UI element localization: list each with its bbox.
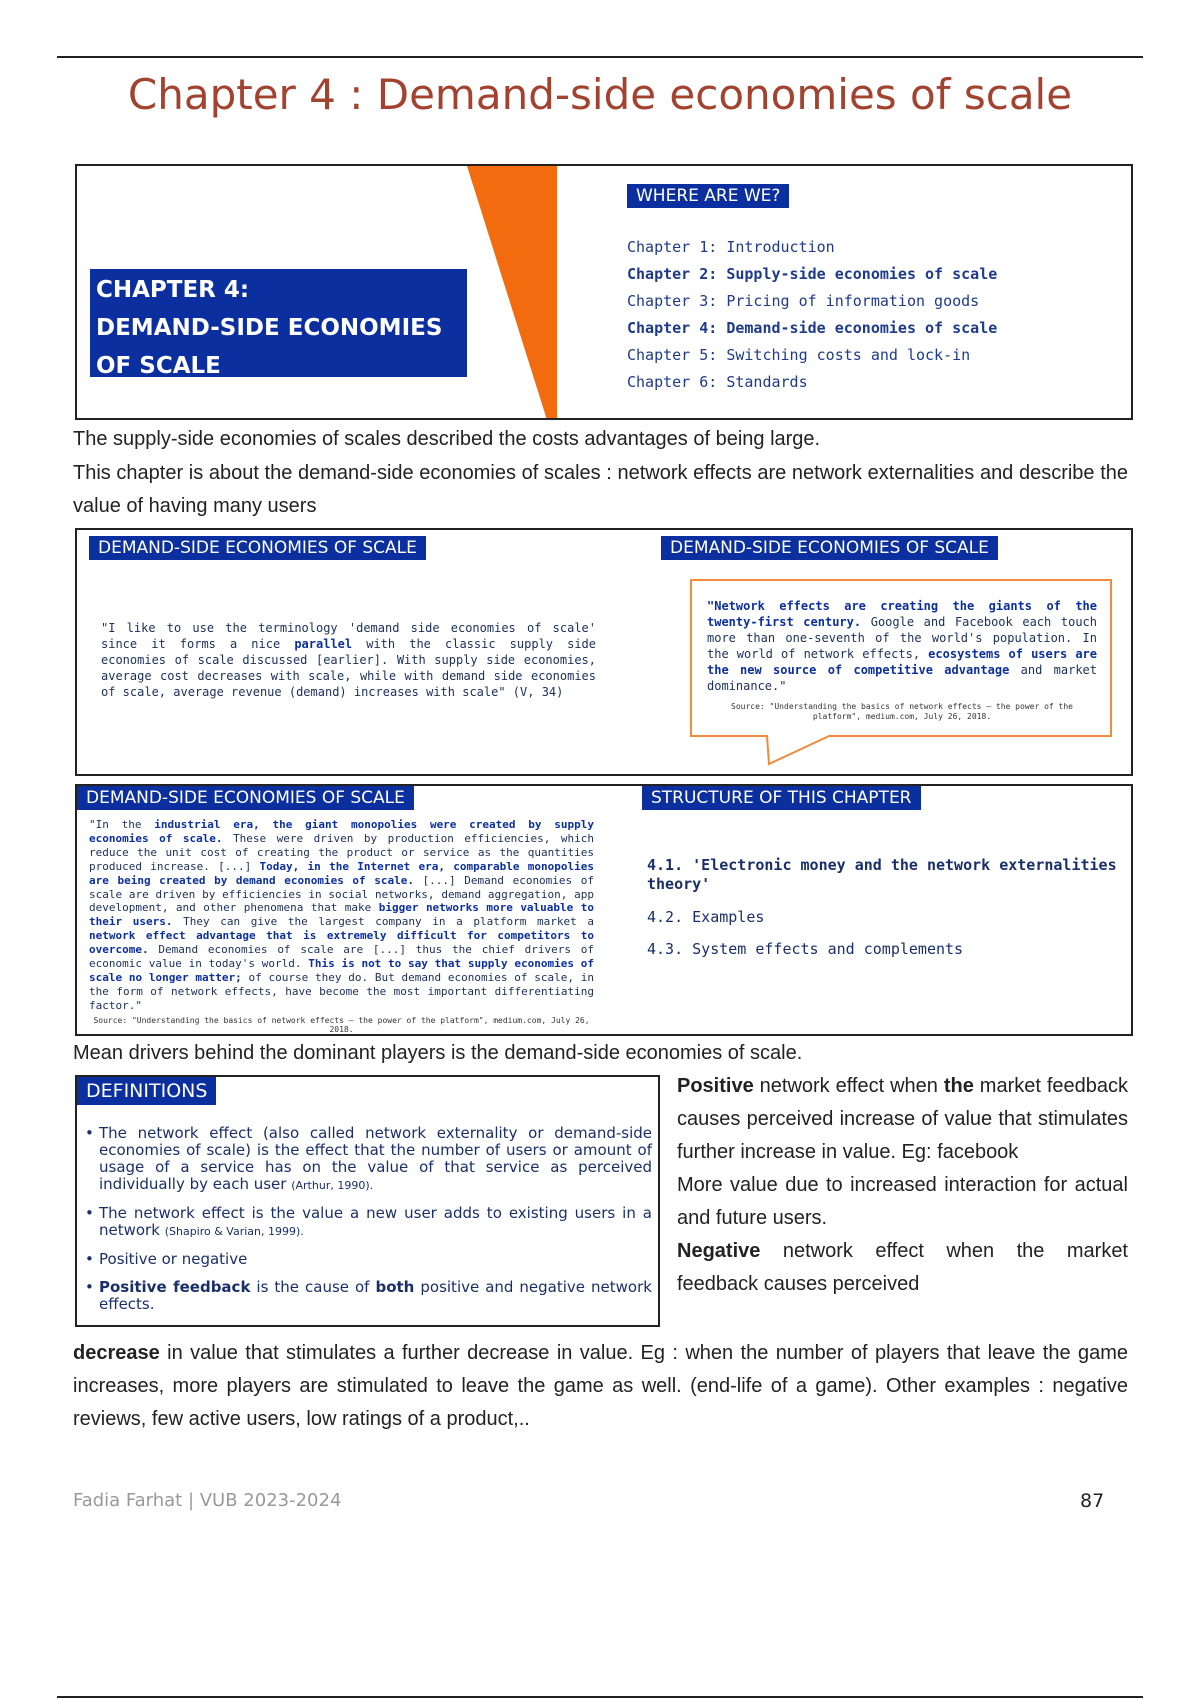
chapter-list-item-1: Chapter 1: Introduction bbox=[627, 238, 835, 256]
chapter-list-item-2: Chapter 2: Supply-side economies of scale bbox=[627, 265, 998, 283]
right-quote-source: Source: "Understanding the basics of network effects – the power of the platform", medium.com, July 26, 2018. bbox=[731, 702, 1073, 721]
structure-item-1: 4.1. 'Electronic money and the network externalities theory' bbox=[647, 856, 1117, 893]
page-number: 87 bbox=[1080, 1490, 1105, 1512]
intro-line-1: The supply-side economies of scales described the costs advantages of being large. bbox=[73, 428, 821, 450]
definitions-list bbox=[85, 1125, 652, 1324]
chapter-list-item-3: Chapter 3: Pricing of information goods bbox=[627, 292, 980, 310]
chapter-list bbox=[627, 234, 997, 396]
right-quote: "Network effects are creating the giants of the twenty-first century. Google and Facebook each touch more than one-seventh of the world's population. In the world of network effects, ecosystems of users are the new source of competitive advantage and market dominance." Source: "Understanding the basics of network effects – the power of the platform", medium.com, July 26, 2018. bbox=[707, 599, 1097, 721]
chapter-box-line-3: OF SCALE bbox=[96, 353, 221, 379]
chapter-box bbox=[90, 269, 467, 377]
demand-tag: DEMAND-SIDE ECONOMIES OF SCALE bbox=[77, 786, 414, 810]
definition-1: • The network effect (also called network externality or demand-side economies of scale) is the effect that the number of users or amount of usage of a service has on the value of that service as perceived individually by each user (Arthur, 1990). bbox=[85, 1125, 652, 1194]
page-title: Chapter 4 : Demand-side economies of scale bbox=[127, 70, 1073, 119]
slide-demand-side-quotes bbox=[75, 528, 1133, 776]
left-tag: DEMAND-SIDE ECONOMIES OF SCALE bbox=[89, 536, 426, 560]
intro-line-2: This chapter is about the demand-side economies of scales : network effects are network externalities and describe the value of having many users bbox=[73, 462, 1128, 517]
chapter-box-line-2: DEMAND-SIDE ECONOMIES bbox=[96, 315, 443, 341]
structure-list bbox=[639, 856, 1129, 958]
right-tag: DEMAND-SIDE ECONOMIES OF SCALE bbox=[661, 536, 998, 560]
chapter-list-item-5: Chapter 5: Switching costs and lock-in bbox=[627, 346, 971, 364]
slide-definitions bbox=[75, 1075, 660, 1327]
where-are-we-tag: WHERE ARE WE? bbox=[627, 184, 789, 208]
chapter-list-item-4: Chapter 4: Demand-side economies of scale bbox=[627, 319, 998, 337]
chapter-list-item-6: Chapter 6: Standards bbox=[627, 373, 808, 391]
negative-effect-paragraph: decrease in value that stimulates a further decrease in value. Eg : when the number of players that leave the game increases, more players are stimulated to leave the game as well. (end-life of a game). Other examples : negative reviews, few active users, low ratings of a product,.. bbox=[73, 1342, 1128, 1430]
footer-author: Fadia Farhat | VUB 2023-2024 bbox=[73, 1490, 342, 1511]
industrial-era-quote: "In the industrial era, the giant monopolies were created by supply economies of scale. These were driven by production efficiencies, which reduce the unit cost of creating the product or service as the quantities produced increase. [...] Today, in the Internet era, comparable monopolies are being created by demand economies of scale. [...] Demand economies of scale are driven by efficiencies in social networks, demand aggregation, app development, and other phenomena that make bigger networks more valuable to their users. They can give the largest company in a platform market a network effect advantage that is extremely difficult for competitors to overcome. Demand economies of scale are [...] thus the chief drivers of economic value in today's world. This is not to say that supply economies of scale no longer matter; of course they do. But demand economies of scale, in the form of network effects, have become the most important differentiating factor." Source: "Understanding the basics of network effects – the power of the platform", medium.com, July 26, 2018. bbox=[89, 818, 595, 1034]
mean-drivers-text: Mean drivers behind the dominant players is the demand-side economies of scale. bbox=[73, 1042, 803, 1064]
definition-3: • Positive or negative bbox=[85, 1251, 652, 1268]
bottom-rule bbox=[57, 1696, 1143, 1698]
network-effect-side-text: Positive network effect when the market feedback causes perceived increase of value that stimulates further increase in value. Eg: facebook More value due to increased interaction for actual and future users. Negative network effect when the market feedback causes perceived bbox=[677, 1075, 1129, 1295]
orange-wedge-shape bbox=[467, 166, 557, 420]
structure-item-3: 4.3. System effects and complements bbox=[647, 940, 964, 958]
structure-item-2: 4.2. Examples bbox=[647, 908, 765, 926]
top-rule bbox=[57, 56, 1143, 58]
slide-structure bbox=[75, 784, 1133, 1036]
left-quote: "I like to use the terminology 'demand side economies of scale' since it forms a nice parallel with the classic supply side economies of scale discussed [earlier]. With supply side economies, average cost decreases with scale, while with demand side economies of scale, average revenue (demand) increases with scale" (V, 34) bbox=[101, 621, 597, 699]
chapter-box-line-1: CHAPTER 4: bbox=[96, 277, 250, 303]
slide-where-are-we bbox=[75, 164, 1133, 420]
definition-2: • The network effect is the value a new user adds to existing users in a network (Shapiro & Varian, 1999). bbox=[85, 1205, 652, 1240]
structure-tag: STRUCTURE OF THIS CHAPTER bbox=[642, 786, 921, 810]
definition-4: • Positive feedback is the cause of both positive and negative network effects. bbox=[85, 1279, 652, 1313]
industrial-quote-source: Source: "Understanding the basics of network effects – the power of the platform", medium.com, July 26, 2018. bbox=[93, 1015, 590, 1034]
definitions-tag: DEFINITIONS bbox=[77, 1077, 216, 1105]
